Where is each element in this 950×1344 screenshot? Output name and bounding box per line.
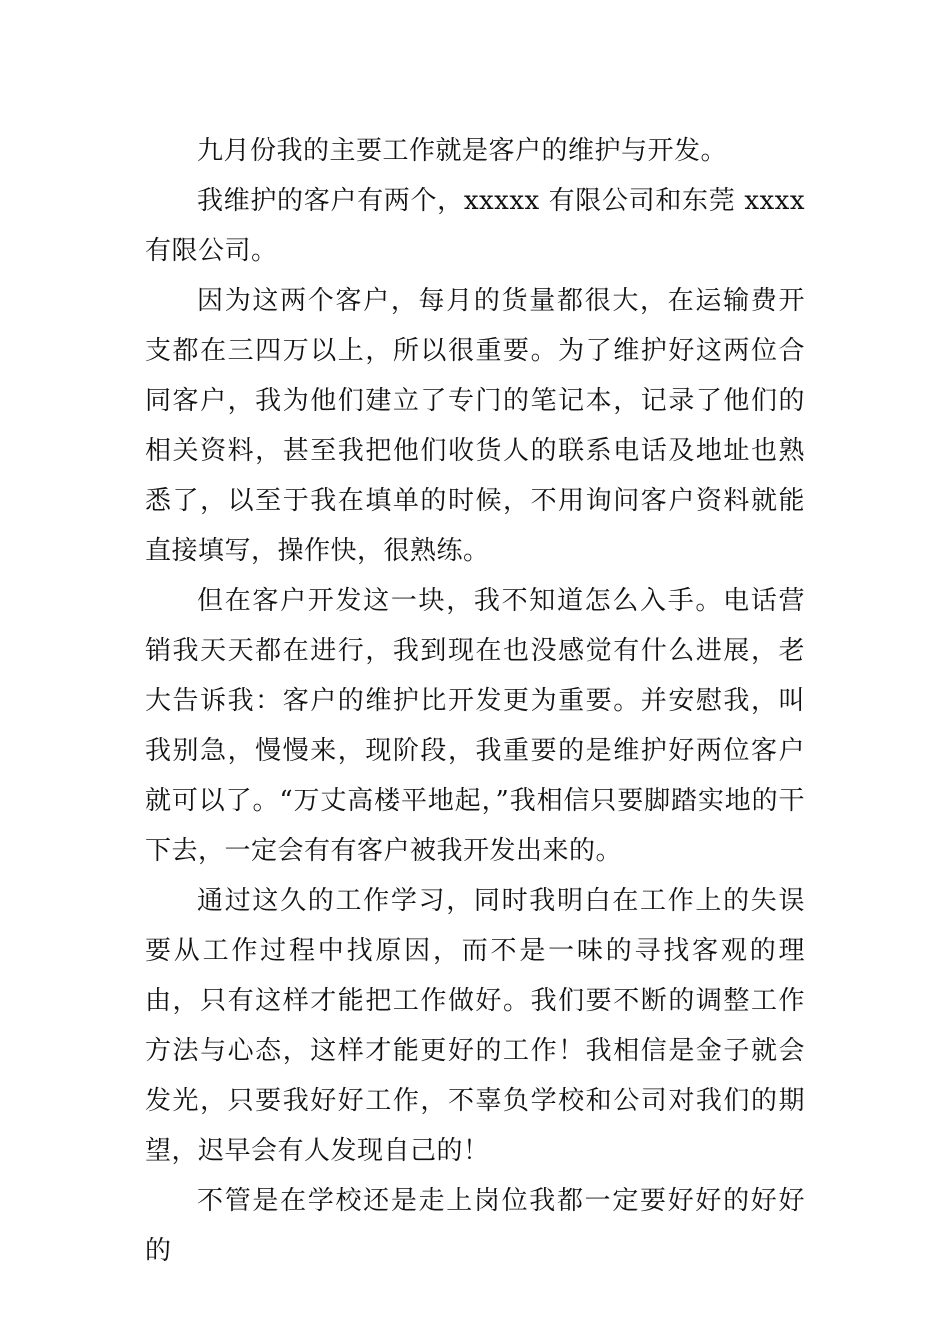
paragraph-3: 因为这两个客户，每月的货量都很大，在运输费开支都在三四万以上，所以很重要。为了维护好这两位合同客户，我为他们建立了专门的笔记本，记录了他们的相关资料，甚至我把他们收货人的联系电话及地址也熟悉了，以至于我在填单的时候，不用询问客户资料就能直接填写，操作快，很熟练。 [145, 286, 805, 566]
paragraph-6: 不管是在学校还是走上岗位我都一定要好好的好好的 [145, 1186, 805, 1266]
paragraph-2: 我维护的客户有两个，xxxxx 有限公司和东莞 xxxx 有限公司。 [145, 186, 805, 266]
paragraph-5: 通过这久的工作学习，同时我明白在工作上的失误要从工作过程中找原因，而不是一味的寻找客观的理由，只有这样才能把工作做好。我们要不断的调整工作方法与心态，这样才能更好的工作！我相信是金子就会发光，只要我好好工作，不辜负学校和公司对我们的期望，迟早会有人发现自己的！ [145, 886, 805, 1166]
paragraph-4: 但在客户开发这一块，我不知道怎么入手。电话营销我天天都在进行，我到现在也没感觉有什么进展，老大告诉我：客户的维护比开发更为重要。并安慰我，叫我别急，慢慢来，现阶段，我重要的是维护好两位客户就可以了。“万丈高楼平地起，”我相信只要脚踏实地的干下去，一定会有有客户被我开发出来的。 [145, 586, 805, 866]
paragraph-1: 九月份我的主要工作就是客户的维护与开发。 [197, 136, 728, 166]
document-body [145, 126, 805, 1276]
